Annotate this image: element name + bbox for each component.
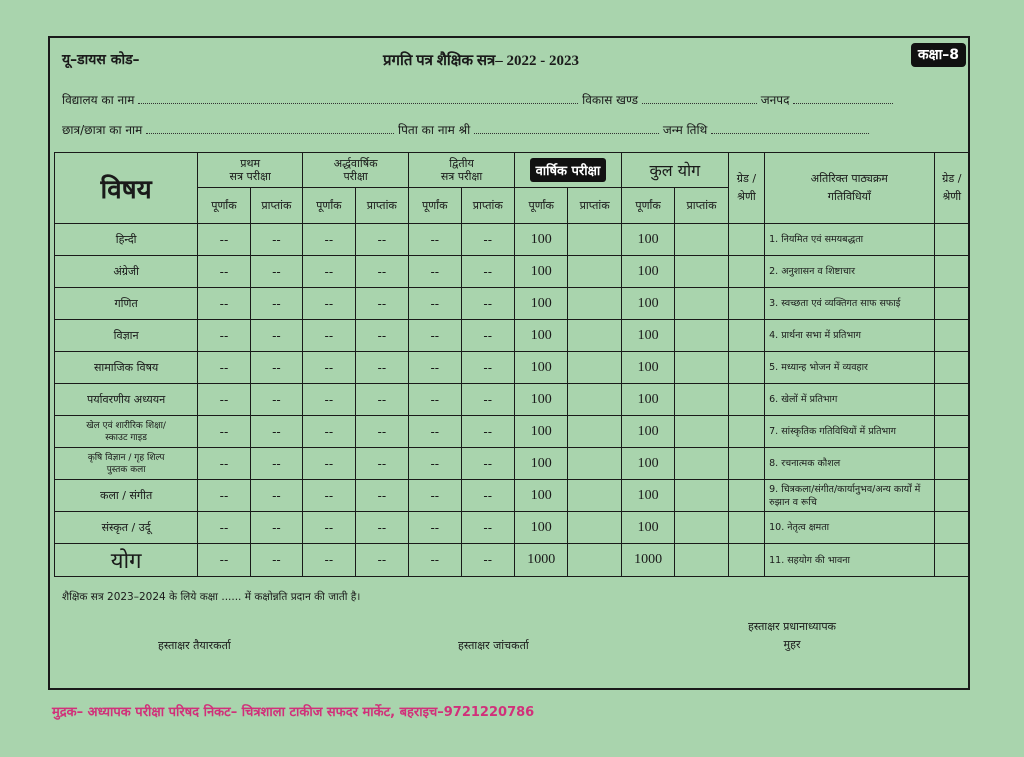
max-marks-cell: -- (409, 384, 461, 416)
obtained-marks-cell: -- (250, 384, 302, 416)
max-marks-cell: -- (198, 256, 250, 288)
subject-grade-cell[interactable] (728, 256, 764, 288)
annual-max-marks-cell: 100 (514, 224, 567, 256)
total-obtained-marks-cell[interactable] (675, 416, 728, 448)
dob-field[interactable] (711, 123, 869, 134)
annual-max-marks-cell: 100 (514, 256, 567, 288)
obtained-marks-subheader: प्राप्तांक (461, 188, 514, 224)
annual-obtained-marks-cell[interactable] (568, 448, 621, 480)
activity-item: 5. मध्यान्ह भोजन में व्यवहार (765, 352, 934, 384)
subject-row (55, 352, 970, 384)
max-marks-cell: -- (198, 224, 250, 256)
half-yearly-header (303, 153, 409, 188)
subject-name: कला / संगीत (55, 480, 198, 512)
max-marks-subheader: पूर्णांक (409, 188, 461, 224)
annual-obtained-marks-cell[interactable] (568, 224, 621, 256)
student-name-field[interactable] (146, 123, 394, 134)
obtained-marks-cell: -- (461, 480, 514, 512)
max-marks-cell: -- (303, 320, 355, 352)
max-marks-cell: -- (409, 512, 461, 544)
obtained-marks-cell: -- (355, 448, 408, 480)
grade-header (728, 153, 764, 224)
subject-name: कृषि विज्ञान / गृह शिल्प पुस्तक कला (55, 448, 198, 480)
annual-max-marks-cell: 100 (514, 320, 567, 352)
obtained-marks-cell: -- (461, 320, 514, 352)
total-obtained-marks-cell[interactable] (675, 288, 728, 320)
subject-column-header: विषय (55, 153, 198, 224)
max-marks-cell: -- (303, 416, 355, 448)
block-field[interactable] (642, 93, 757, 104)
annual-obtained-marks-cell[interactable] (568, 512, 621, 544)
obtained-marks-cell: -- (250, 352, 302, 384)
max-marks-cell: -- (409, 480, 461, 512)
max-marks-cell: -- (198, 416, 250, 448)
activity-grade-cell[interactable] (934, 288, 969, 320)
block-label: विकास खण्ड (582, 93, 639, 107)
max-marks-cell: -- (409, 288, 461, 320)
annual-obtained-marks-cell[interactable] (568, 320, 621, 352)
max-marks-cell: -- (198, 480, 250, 512)
grade-header-text: ग्रेड / श्रेणी (736, 172, 757, 203)
checker-signature: हस्ताक्षर जांचकर्ता (458, 639, 529, 652)
subject-row (55, 448, 970, 480)
obtained-marks-cell: -- (461, 384, 514, 416)
activity-grade-cell[interactable] (934, 256, 969, 288)
annual-max-marks-cell: 100 (514, 384, 567, 416)
subject-grade-cell[interactable] (728, 416, 764, 448)
activity-item: 4. प्रार्थना सभा में प्रतिभाग (765, 320, 934, 352)
max-marks-subheader: पूर्णांक (198, 188, 250, 224)
annual-obtained-marks-cell[interactable] (568, 544, 621, 577)
max-marks-cell: -- (198, 448, 250, 480)
second-term-header (409, 153, 515, 188)
total-obtained-marks-cell[interactable] (675, 352, 728, 384)
activity-item: 3. स्वच्छता एवं व्यक्तिगत साफ सफाई (765, 288, 934, 320)
obtained-marks-cell: -- (461, 352, 514, 384)
obtained-marks-subheader: प्राप्तांक (675, 188, 728, 224)
activity-grade-cell[interactable] (934, 384, 969, 416)
table-header-row-1 (55, 153, 970, 188)
max-marks-subheader: पूर्णांक (514, 188, 567, 224)
obtained-marks-cell: -- (461, 512, 514, 544)
total-max-marks-cell: 100 (621, 384, 674, 416)
seal-label: मुहर (783, 638, 801, 651)
subject-name: संस्कृत / उर्दू (55, 512, 198, 544)
obtained-marks-cell: -- (250, 544, 302, 577)
annual-obtained-marks-cell[interactable] (568, 416, 621, 448)
school-info-row (62, 91, 893, 108)
total-max-marks-cell: 100 (621, 320, 674, 352)
obtained-marks-subheader: प्राप्तांक (250, 188, 302, 224)
max-marks-cell: -- (303, 224, 355, 256)
total-max-marks-cell: 100 (621, 352, 674, 384)
activity-grade-header-text: ग्रेड / श्रेणी (942, 172, 962, 203)
max-marks-cell: -- (409, 448, 461, 480)
total-max-marks-cell: 100 (621, 480, 674, 512)
district-field[interactable] (793, 93, 893, 104)
total-max-marks-cell: 100 (621, 224, 674, 256)
second-term-header-text: द्वितीय सत्र परीक्षा (440, 157, 483, 183)
annual-obtained-marks-cell[interactable] (568, 288, 621, 320)
dob-label: जन्म तिथि (662, 123, 708, 137)
max-marks-cell: -- (198, 384, 250, 416)
activity-item: 6. खेलों में प्रतिभाग (765, 384, 934, 416)
preparer-signature: हस्ताक्षर तैयारकर्ता (158, 639, 231, 652)
activity-grade-cell[interactable] (934, 512, 969, 544)
annual-max-marks-cell: 100 (514, 480, 567, 512)
total-row (55, 544, 970, 577)
half-yearly-header-text: अर्द्धवार्षिक परीक्षा (333, 157, 378, 183)
max-marks-cell: -- (409, 416, 461, 448)
subject-row (55, 320, 970, 352)
activities-header-text: अतिरिक्त पाठ्यक्रम गतिविधियाँ (810, 172, 888, 203)
father-name-label: पिता का नाम श्री (398, 123, 471, 137)
total-max-marks-cell: 100 (621, 448, 674, 480)
grand-total-header (621, 153, 728, 188)
subject-name: हिन्दी (55, 224, 198, 256)
annual-max-marks-cell: 100 (514, 512, 567, 544)
activity-grade-header (934, 153, 969, 224)
subject-grade-cell[interactable] (728, 448, 764, 480)
obtained-marks-cell: -- (355, 224, 408, 256)
annual-exam-badge: वार्षिक परीक्षा (530, 158, 607, 182)
first-term-header-text: प्रथम सत्र परीक्षा (229, 157, 271, 183)
max-marks-cell: -- (409, 352, 461, 384)
annual-obtained-marks-cell[interactable] (568, 480, 621, 512)
obtained-marks-cell: -- (250, 224, 302, 256)
max-marks-cell: -- (409, 256, 461, 288)
subject-row (55, 288, 970, 320)
promotion-statement: शैक्षिक सत्र 2023–2024 के लिये कक्षा ...... में कक्षोन्नति प्रदान की जाती है। (62, 591, 361, 603)
activity-item: 7. सांस्कृतिक गतिविधियों में प्रतिभाग (765, 416, 934, 448)
subject-grade-cell[interactable] (728, 512, 764, 544)
obtained-marks-cell: -- (355, 288, 408, 320)
district-label: जनपद (760, 93, 790, 107)
class-badge: कक्षा–8 (911, 43, 966, 67)
subject-name: सामाजिक विषय (55, 352, 198, 384)
obtained-marks-cell: -- (461, 416, 514, 448)
annual-max-marks-cell: 1000 (514, 544, 567, 577)
max-marks-cell: -- (303, 256, 355, 288)
activity-item: 1. नियमित एवं समयबद्धता (765, 224, 934, 256)
max-marks-cell: -- (409, 320, 461, 352)
obtained-marks-cell: -- (461, 224, 514, 256)
activity-item: 11. सहयोग की भावना (765, 544, 934, 577)
max-marks-subheader: पूर्णांक (621, 188, 674, 224)
subject-row (55, 512, 970, 544)
activity-grade-cell[interactable] (934, 448, 969, 480)
activities-header (765, 153, 934, 224)
subject-grade-cell[interactable] (728, 384, 764, 416)
activity-grade-cell[interactable] (934, 320, 969, 352)
annual-max-marks-cell: 100 (514, 352, 567, 384)
activity-item: 2. अनुशासन व शिष्टाचार (765, 256, 934, 288)
annual-exam-header (514, 153, 621, 188)
subject-grade-cell[interactable] (728, 224, 764, 256)
subject-grade-cell[interactable] (728, 480, 764, 512)
max-marks-cell: -- (303, 512, 355, 544)
annual-max-marks-cell: 100 (514, 448, 567, 480)
subject-grade-cell[interactable] (728, 288, 764, 320)
total-max-marks-cell: 100 (621, 512, 674, 544)
activity-grade-cell[interactable] (934, 352, 969, 384)
max-marks-cell: -- (198, 544, 250, 577)
total-obtained-marks-cell[interactable] (675, 480, 728, 512)
subject-row (55, 384, 970, 416)
obtained-marks-cell: -- (355, 320, 408, 352)
activity-grade-cell[interactable] (934, 544, 969, 577)
principal-signature-block (748, 618, 836, 654)
principal-signature: हस्ताक्षर प्रधानाध्यापक (748, 620, 837, 633)
obtained-marks-cell: -- (355, 480, 408, 512)
activity-item: 8. रचनात्मक कौशल (765, 448, 934, 480)
max-marks-cell: -- (303, 384, 355, 416)
activity-grade-cell[interactable] (934, 224, 969, 256)
max-marks-cell: -- (303, 288, 355, 320)
page-title (383, 50, 579, 70)
subject-name: अंग्रेजी (55, 256, 198, 288)
max-marks-cell: -- (198, 352, 250, 384)
max-marks-cell: -- (409, 224, 461, 256)
obtained-marks-subheader: प्राप्तांक (355, 188, 408, 224)
printer-credit: मुद्रक– अध्यापक परीक्षा परिषद निकट– चित्रशाला टाकीज सफदर मार्केट, बहराइच–9721220786 (52, 705, 535, 720)
total-row-label: योग (55, 544, 198, 577)
first-term-header (198, 153, 303, 188)
total-max-marks-cell: 100 (621, 288, 674, 320)
max-marks-cell: -- (303, 480, 355, 512)
obtained-marks-cell: -- (250, 320, 302, 352)
subject-grade-cell[interactable] (728, 544, 764, 577)
annual-max-marks-cell: 100 (514, 288, 567, 320)
total-obtained-marks-cell[interactable] (675, 512, 728, 544)
school-name-field[interactable] (138, 93, 578, 104)
total-max-marks-cell: 100 (621, 416, 674, 448)
max-marks-cell: -- (198, 512, 250, 544)
obtained-marks-cell: -- (250, 480, 302, 512)
max-marks-cell: -- (409, 544, 461, 577)
annual-max-marks-cell: 100 (514, 416, 567, 448)
obtained-marks-subheader: प्राप्तांक (568, 188, 621, 224)
activity-grade-cell[interactable] (934, 416, 969, 448)
max-marks-cell: -- (303, 352, 355, 384)
max-marks-cell: -- (198, 320, 250, 352)
subject-name: गणित (55, 288, 198, 320)
annual-obtained-marks-cell[interactable] (568, 256, 621, 288)
subject-name: विज्ञान (55, 320, 198, 352)
father-name-field[interactable] (474, 123, 659, 134)
subject-grade-cell[interactable] (728, 320, 764, 352)
max-marks-cell: -- (303, 448, 355, 480)
subject-name: पर्यावरणीय अध्ययन (55, 384, 198, 416)
title-prefix: प्रगति पत्र शैक्षिक सत्र– (383, 53, 503, 69)
max-marks-cell: -- (198, 288, 250, 320)
total-obtained-marks-cell[interactable] (675, 224, 728, 256)
subject-row (55, 480, 970, 512)
student-name-label: छात्र/छात्रा का नाम (62, 123, 143, 137)
obtained-marks-cell: -- (461, 288, 514, 320)
subject-row (55, 224, 970, 256)
max-marks-cell: -- (303, 544, 355, 577)
subject-grade-cell[interactable] (728, 352, 764, 384)
obtained-marks-cell: -- (250, 448, 302, 480)
obtained-marks-cell: -- (461, 256, 514, 288)
obtained-marks-cell: -- (355, 416, 408, 448)
obtained-marks-cell: -- (355, 384, 408, 416)
student-info-row (62, 121, 869, 138)
total-obtained-marks-cell[interactable] (675, 256, 728, 288)
subject-row (55, 256, 970, 288)
total-max-marks-cell: 1000 (621, 544, 674, 577)
activity-grade-cell[interactable] (934, 480, 969, 512)
obtained-marks-cell: -- (461, 448, 514, 480)
total-obtained-marks-cell[interactable] (675, 384, 728, 416)
school-name-label: विद्यालय का नाम (62, 93, 135, 107)
obtained-marks-cell: -- (355, 544, 408, 577)
subject-name: खेल एवं शारीरिक शिक्षा/ स्काउट गाइड (55, 416, 198, 448)
total-obtained-marks-cell[interactable] (675, 320, 728, 352)
total-obtained-marks-cell[interactable] (675, 544, 728, 577)
annual-obtained-marks-cell[interactable] (568, 352, 621, 384)
obtained-marks-cell: -- (250, 512, 302, 544)
grand-total-header-text: कुल योग (649, 161, 701, 180)
max-marks-subheader: पूर्णांक (303, 188, 355, 224)
obtained-marks-cell: -- (355, 352, 408, 384)
udise-code-label: यू–डायस कोड– (62, 52, 140, 68)
subject-row (55, 416, 970, 448)
marks-table (54, 152, 970, 577)
total-max-marks-cell: 100 (621, 256, 674, 288)
obtained-marks-cell: -- (461, 544, 514, 577)
activity-item: 10. नेतृत्व क्षमता (765, 512, 934, 544)
obtained-marks-cell: -- (250, 416, 302, 448)
total-obtained-marks-cell[interactable] (675, 448, 728, 480)
activity-item: 9. चित्रकला/संगीत/कार्यानुभव/अन्य कार्यों में रुझान व रूचि (765, 480, 934, 512)
obtained-marks-cell: -- (250, 256, 302, 288)
obtained-marks-cell: -- (355, 512, 408, 544)
session-year: 2022 - 2023 (506, 53, 579, 69)
obtained-marks-cell: -- (250, 288, 302, 320)
annual-obtained-marks-cell[interactable] (568, 384, 621, 416)
obtained-marks-cell: -- (355, 256, 408, 288)
